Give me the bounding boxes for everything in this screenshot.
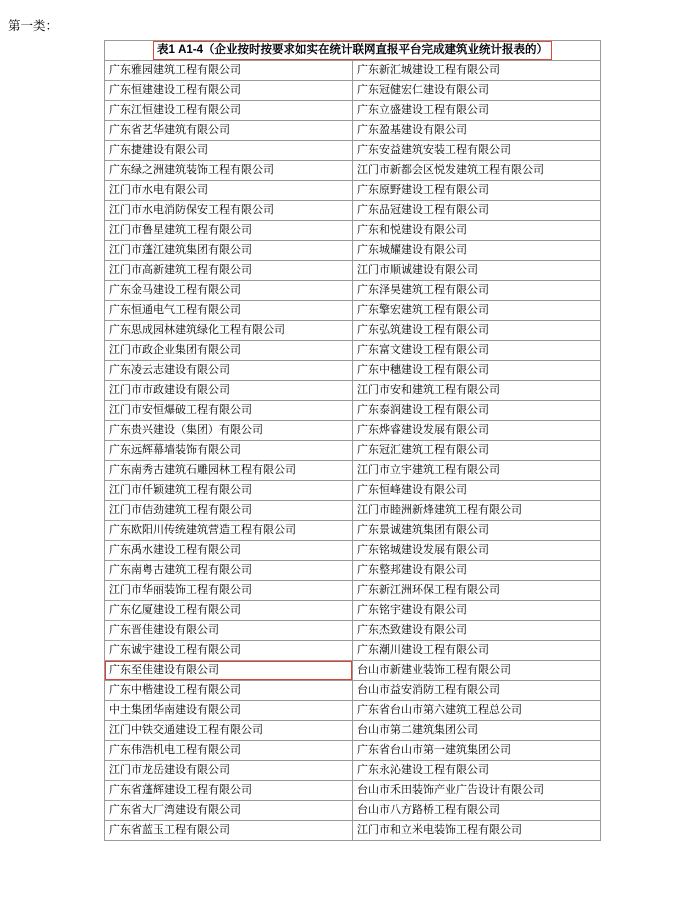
company-name: 台山市禾田装饰产业广告设计有限公司: [357, 784, 544, 796]
company-cell-right: [353, 181, 601, 201]
company-name: 江门市安恒爆破工程有限公司: [109, 404, 252, 416]
company-name: 江门市安和建筑工程有限公司: [357, 384, 500, 396]
table-row: [105, 701, 601, 721]
company-name: 广东烨睿建设发展有限公司: [357, 424, 489, 436]
company-name: 江门市立宇建筑工程有限公司: [357, 464, 500, 476]
company-name: 广东弘筑建设工程有限公司: [357, 324, 489, 336]
company-cell-right: [353, 501, 601, 521]
company-cell-right: [353, 421, 601, 441]
table-row: [105, 601, 601, 621]
company-name: 广东南秀古建筑石雕园林工程有限公司: [109, 464, 296, 476]
table-row: [105, 581, 601, 601]
table-row: [105, 781, 601, 801]
company-name: 广东潮川建设工程有限公司: [357, 644, 489, 656]
table-row: [105, 521, 601, 541]
company-cell-left: [105, 501, 353, 521]
company-name: 广东恒通电气工程有限公司: [109, 304, 241, 316]
company-cell-right: [353, 461, 601, 481]
company-name: 江门市水电有限公司: [109, 184, 208, 196]
company-cell-right: [353, 81, 601, 101]
table-row: [105, 641, 601, 661]
company-cell-left: [105, 181, 353, 201]
company-cell-right: [353, 621, 601, 641]
table-row: [105, 681, 601, 701]
company-cell-left: [105, 381, 353, 401]
table-row: [105, 321, 601, 341]
table-row: [105, 721, 601, 741]
table-row: [105, 401, 601, 421]
company-cell-right: [353, 221, 601, 241]
company-name: 广东绿之洲建筑装饰工程有限公司: [109, 164, 274, 176]
company-name: 广东杰致建设有限公司: [357, 624, 467, 636]
table-row: [105, 561, 601, 581]
table-row: [105, 181, 601, 201]
company-name: 广东诚宇建设工程有限公司: [109, 644, 241, 656]
company-name: 广东铭城建设发展有限公司: [357, 544, 489, 556]
company-name: 广东至佳建设有限公司: [109, 664, 219, 676]
company-name: 广东冠汇建筑工程有限公司: [357, 444, 489, 456]
company-cell-right: [353, 441, 601, 461]
table-row: [105, 201, 601, 221]
company-cell-left: [105, 401, 353, 421]
company-cell-left: [105, 221, 353, 241]
company-cell-left: [105, 321, 353, 341]
table-row: [105, 501, 601, 521]
table-row: [105, 261, 601, 281]
company-name: 广东整邦建设有限公司: [357, 564, 467, 576]
table-row: [105, 161, 601, 181]
table-row: [105, 61, 601, 81]
company-cell-right: [353, 701, 601, 721]
company-name: 江门中铁交通建设工程有限公司: [109, 724, 263, 736]
company-cell-left: [105, 761, 353, 781]
company-cell-right: [353, 661, 601, 681]
company-name: 江门市睦洲新烽建筑工程有限公司: [357, 504, 522, 516]
company-cell-left: [105, 521, 353, 541]
company-name: 广东泽昊建筑工程有限公司: [357, 284, 489, 296]
company-cell-left: [105, 61, 353, 81]
company-cell-left: [105, 601, 353, 621]
company-cell-right: [353, 101, 601, 121]
company-name: 江门市新都会区悦发建筑工程有限公司: [357, 164, 544, 176]
company-name: 广东原野建设工程有限公司: [357, 184, 489, 196]
company-cell-left: [105, 101, 353, 121]
company-name: 广东省蓝玉工程有限公司: [109, 824, 230, 836]
company-cell-left: [105, 161, 353, 181]
company-cell-right: [353, 561, 601, 581]
table-row: [105, 101, 601, 121]
table-row: [105, 381, 601, 401]
company-cell-left: [105, 801, 353, 821]
company-name: 江门市佶劲建筑工程有限公司: [109, 504, 252, 516]
company-name: 台山市第二建筑集团公司: [357, 724, 478, 736]
company-name: 广东省台山市第一建筑集团公司: [357, 744, 511, 756]
table-row: [105, 141, 601, 161]
company-name: 广东晋佳建设有限公司: [109, 624, 219, 636]
company-name: 广东省艺华建筑有限公司: [109, 124, 230, 136]
company-cell-left: [105, 681, 353, 701]
company-cell-left: [105, 361, 353, 381]
company-cell-right: [353, 361, 601, 381]
table-title-text: 表1 A1-4（企业按时按要求如实在统计联网直报平台完成建筑业统计报表的）: [153, 41, 552, 60]
company-cell-right: [353, 821, 601, 841]
company-name: 广东省蓬辉建设工程有限公司: [109, 784, 252, 796]
company-cell-right: [353, 581, 601, 601]
table-row: [105, 221, 601, 241]
table-row: [105, 301, 601, 321]
company-name: 广东南粤古建筑工程有限公司: [109, 564, 252, 576]
company-name: 广东亿厦建设工程有限公司: [109, 604, 241, 616]
company-cell-right: [353, 241, 601, 261]
company-table-wrapper: [104, 40, 601, 841]
company-name: 江门市高新建筑工程有限公司: [109, 264, 252, 276]
company-table-body: [105, 41, 601, 841]
table-row: [105, 741, 601, 761]
table-row: [105, 281, 601, 301]
company-name: 台山市益安消防工程有限公司: [357, 684, 500, 696]
company-name: 广东永沁建设工程有限公司: [357, 764, 489, 776]
company-cell-left: [105, 641, 353, 661]
company-cell-right: [353, 201, 601, 221]
company-name: 广东江恒建设工程有限公司: [109, 104, 241, 116]
company-name: 广东新江洲环保工程有限公司: [357, 584, 500, 596]
company-cell-right: [353, 161, 601, 181]
company-cell-right: [353, 281, 601, 301]
company-cell-right: [353, 321, 601, 341]
company-name: 江门市市政建设有限公司: [109, 384, 230, 396]
company-name: 广东省大厂湾建设有限公司: [109, 804, 241, 816]
company-name: 广东欧阳川传统建筑营造工程有限公司: [109, 524, 296, 536]
company-name: 江门市和立米电装饰工程有限公司: [357, 824, 522, 836]
company-cell-left: [105, 261, 353, 281]
table-row: [105, 661, 601, 681]
company-cell-left: [105, 781, 353, 801]
company-cell-right: [353, 141, 601, 161]
table-row: [105, 761, 601, 781]
company-name: 江门市政企业集团有限公司: [109, 344, 241, 356]
company-name: 广东泰润建设工程有限公司: [357, 404, 489, 416]
company-cell-right: [353, 481, 601, 501]
table-row: [105, 461, 601, 481]
company-cell-left: [105, 341, 353, 361]
company-cell-right: [353, 781, 601, 801]
company-name: 广东新汇城建设工程有限公司: [357, 64, 500, 76]
company-cell-left: [105, 281, 353, 301]
company-cell-left: [105, 541, 353, 561]
table-row: [105, 821, 601, 841]
company-cell-right: [353, 721, 601, 741]
company-cell-left: [105, 581, 353, 601]
company-name: 江门市水电消防保安工程有限公司: [109, 204, 274, 216]
table-row: [105, 121, 601, 141]
section-label: 第一类：: [8, 19, 59, 33]
company-cell-left: [105, 201, 353, 221]
company-name: 广东思成园林建筑绿化工程有限公司: [109, 324, 285, 336]
company-name: 江门市顺诚建设有限公司: [357, 264, 478, 276]
company-cell-left: [105, 701, 353, 721]
company-cell-right: [353, 381, 601, 401]
company-cell-left: [105, 121, 353, 141]
company-name: 广东禹水建设工程有限公司: [109, 544, 241, 556]
company-name: 江门市龙岳建设有限公司: [109, 764, 230, 776]
company-name: 广东富文建设工程有限公司: [357, 344, 489, 356]
company-cell-left: [105, 81, 353, 101]
company-cell-right: [353, 341, 601, 361]
company-name: 江门市华丽装饰工程有限公司: [109, 584, 252, 596]
table-row: [105, 361, 601, 381]
company-name: 江门市仟颖建筑工程有限公司: [109, 484, 252, 496]
company-name: 广东景诚建筑集团有限公司: [357, 524, 489, 536]
company-name: 广东伟浩机电工程有限公司: [109, 744, 241, 756]
company-cell-right: [353, 61, 601, 81]
table-row: [105, 621, 601, 641]
company-name: 广东恒建建设工程有限公司: [109, 84, 241, 96]
table-row: [105, 481, 601, 501]
company-cell-right: [353, 761, 601, 781]
company-name: 广东金马建设工程有限公司: [109, 284, 241, 296]
table-title-cell: [105, 41, 601, 61]
company-cell-left: [105, 661, 353, 681]
company-cell-right: [353, 401, 601, 421]
company-name: 广东和悦建设有限公司: [357, 224, 467, 236]
company-name: 台山市新建业装饰工程有限公司: [357, 664, 511, 676]
company-name: 广东擎宏建筑工程有限公司: [357, 304, 489, 316]
company-name: 广东恒峰建设有限公司: [357, 484, 467, 496]
company-cell-left: [105, 421, 353, 441]
company-cell-left: [105, 241, 353, 261]
table-row: [105, 801, 601, 821]
company-cell-right: [353, 681, 601, 701]
company-cell-left: [105, 441, 353, 461]
company-cell-right: [353, 741, 601, 761]
company-cell-right: [353, 541, 601, 561]
company-name: 广东远辉幕墙装饰有限公司: [109, 444, 241, 456]
table-title-row: [105, 41, 601, 61]
company-name: 广东捷建设有限公司: [109, 144, 208, 156]
table-row: [105, 341, 601, 361]
company-cell-right: [353, 121, 601, 141]
table-row: [105, 421, 601, 441]
table-row: [105, 441, 601, 461]
company-cell-left: [105, 301, 353, 321]
company-cell-left: [105, 461, 353, 481]
company-name: 台山市八方路桥工程有限公司: [357, 804, 500, 816]
company-cell-left: [105, 561, 353, 581]
company-cell-right: [353, 601, 601, 621]
company-cell-right: [353, 521, 601, 541]
company-name: 广东城耀建设有限公司: [357, 244, 467, 256]
company-cell-left: [105, 741, 353, 761]
table-row: [105, 81, 601, 101]
company-cell-left: [105, 481, 353, 501]
company-cell-left: [105, 141, 353, 161]
company-table: [104, 40, 601, 841]
company-name: 广东省台山市第六建筑工程总公司: [357, 704, 522, 716]
company-name: 广东冠健宏仁建设有限公司: [357, 84, 489, 96]
company-name: 广东安益建筑安装工程有限公司: [357, 144, 511, 156]
company-name: 广东中穗建设工程有限公司: [357, 364, 489, 376]
company-cell-left: [105, 721, 353, 741]
company-cell-right: [353, 641, 601, 661]
company-cell-right: [353, 261, 601, 281]
company-name: 广东贵兴建设（集团）有限公司: [109, 424, 263, 436]
company-cell-left: [105, 821, 353, 841]
company-name: 广东品冠建设工程有限公司: [357, 204, 489, 216]
company-name: 广东铭宇建设有限公司: [357, 604, 467, 616]
company-cell-right: [353, 301, 601, 321]
company-name: 广东雅园建筑工程有限公司: [109, 64, 241, 76]
company-name: 广东盈基建设有限公司: [357, 124, 467, 136]
company-cell-left: [105, 621, 353, 641]
company-name: 中土集团华南建设有限公司: [109, 704, 241, 716]
company-name: 广东中楷建设工程有限公司: [109, 684, 241, 696]
company-name: 广东凌云志建设有限公司: [109, 364, 230, 376]
table-row: [105, 241, 601, 261]
company-name: 广东立盛建设工程有限公司: [357, 104, 489, 116]
company-name: 江门市鲁星建筑工程有限公司: [109, 224, 252, 236]
company-name: 江门市蓬江建筑集团有限公司: [109, 244, 252, 256]
company-cell-right: [353, 801, 601, 821]
table-row: [105, 541, 601, 561]
